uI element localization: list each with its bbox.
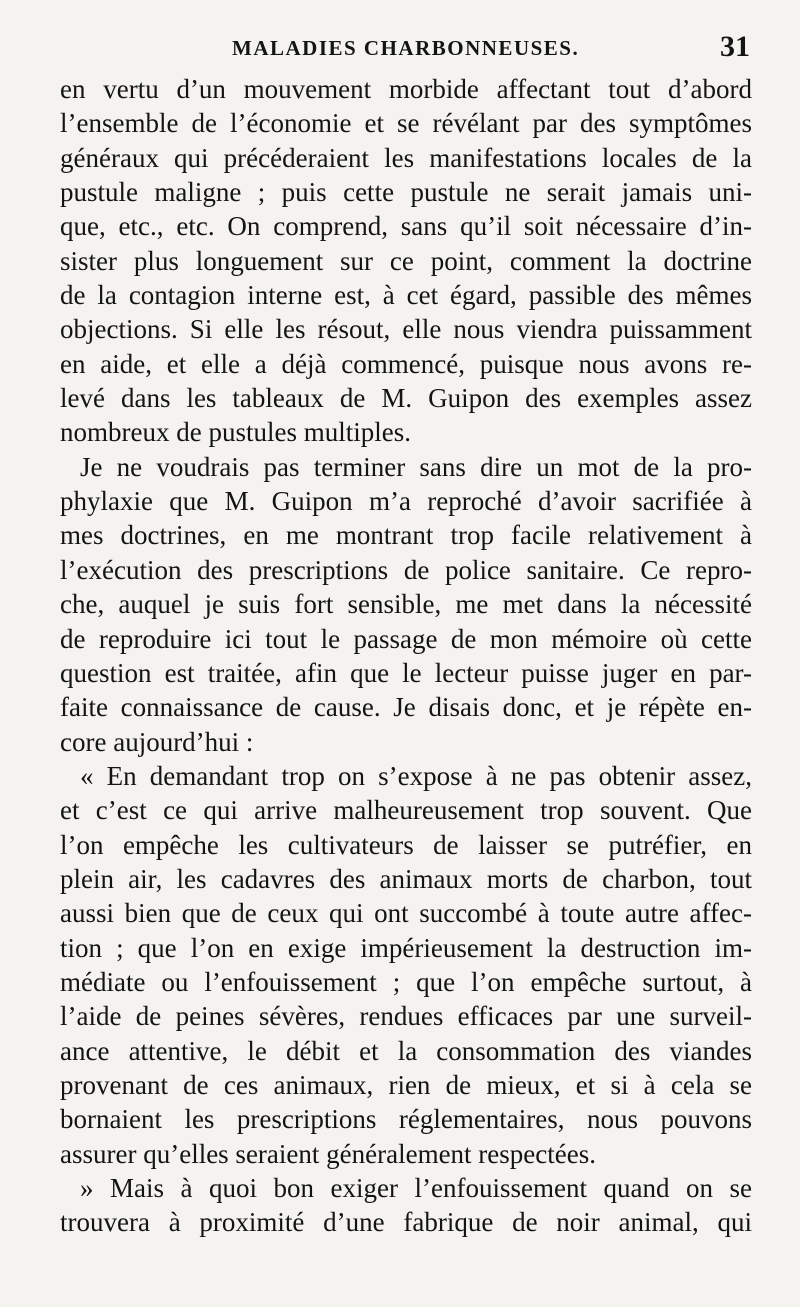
text-line: trouvera à proximité d’une fabrique de noir animal, qui [60,1207,752,1238]
text-line: assurer qu’elles seraient généralement respectées. [60,1138,596,1169]
text-line: faite connaissance de cause. Je disais donc, et je répète en- [60,692,752,723]
text-line: médiate ou l’enfouissement ; que l’on empêche surtout, à [60,966,752,997]
text-line: que, etc., etc. On comprend, sans qu’il soit nécessaire d’in- [60,211,752,242]
text-line: mes doctrines, en me montrant trop facile relativement à [60,520,752,551]
text-line: Je ne voudrais pas terminer sans dire un mot de la pro- [80,451,752,482]
body-text [60,72,752,1240]
text-line: plein air, les cadavres des animaux morts de charbon, tout [60,863,752,894]
text-line: l’ensemble de l’économie et se révélant par des symptômes [60,108,752,139]
running-title: MALADIES CHARBONNEUSES. [232,36,580,60]
text-line: de la contagion interne est, à cet égard, passible des mêmes [60,280,752,311]
text-line: » Mais à quoi bon exiger l’enfouissement quand on se [80,1173,752,1203]
text-line: question est traitée, afin que le lecteur puisse juger en par- [60,657,752,688]
text-line: provenant de ces animaux, rien de mieux, et si à cela se [60,1069,752,1100]
text-line: bornaient les prescriptions réglementaires, nous pouvons [60,1104,752,1135]
text-line: ance attentive, le débit et la consommation des viandes [60,1035,752,1066]
text-line: aussi bien que de ceux qui ont succombé à toute autre affec- [60,898,752,929]
text-line: l’exécution des prescriptions de police sanitaire. Ce repro- [60,554,752,585]
text-line: et c’est ce qui arrive malheureusement trop souvent. Que [60,795,752,826]
text-line: l’aide de peines sévères, rendues efficaces par une surveil- [60,1001,752,1032]
text-line: che, auquel je suis fort sensible, me met dans la nécessité [60,589,752,620]
text-line: l’on empêche les cultivateurs de laisser se putréfier, en [60,829,752,860]
text-line: nombreux de pustules multiples. [60,417,411,448]
text-line: généraux qui précéderaient les manifestations locales de la [60,142,752,173]
page-header [60,28,750,68]
text-line: en aide, et elle a déjà commencé, puisque nous avons re- [60,348,752,379]
text-line: core aujourd’hui : [60,726,254,757]
text-line: pustule maligne ; puis cette pustule ne serait jamais uni- [60,177,752,208]
text-line: objections. Si elle les résout, elle nous viendra puissamment [60,314,752,345]
text-line: levé dans les tableaux de M. Guipon des exemples assez [60,383,752,414]
text-line: « En demandant trop on s’expose à ne pas obtenir assez, [80,760,752,791]
text-line: en vertu d’un mouvement morbide affectant tout d’abord [60,74,752,104]
text-line: tion ; que l’on en exige impérieusement la destruction im- [60,932,752,963]
text-line: sister plus longuement sur ce point, comment la doctrine [60,245,752,276]
text-line: phylaxie que M. Guipon m’a reproché d’avoir sacrifiée à [60,486,752,517]
text-line: de reproduire ici tout le passage de mon mémoire où cette [60,623,752,654]
page-number: 31 [720,30,750,63]
